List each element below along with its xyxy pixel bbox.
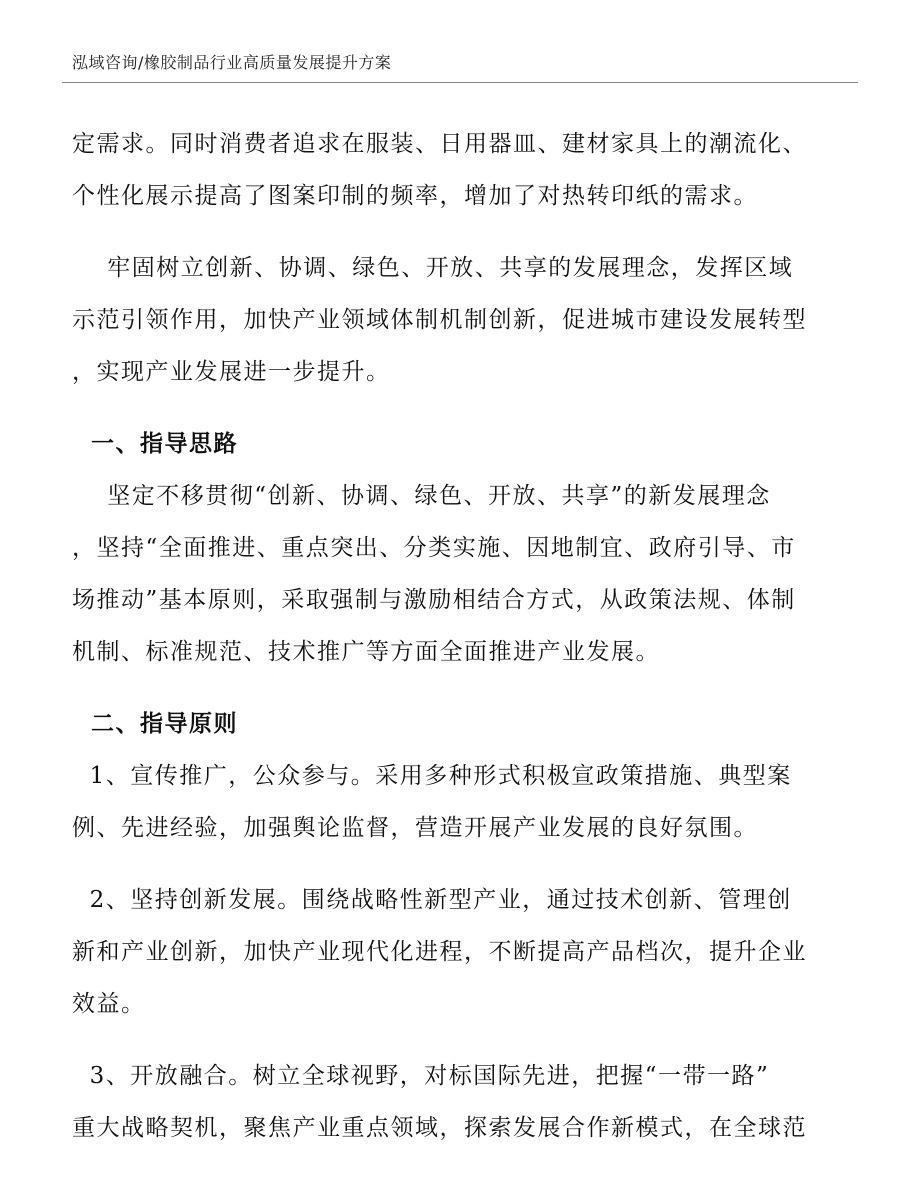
text-line: 场推动”基本原则，采取强制与激励相结合方式，从政策法规、体制 <box>72 587 796 613</box>
section-heading: 二、指导原则 <box>72 710 239 737</box>
text-line: ，坚持“全面推进、重点突出、分类实施、因地制宜、政府引导、市 <box>72 535 796 561</box>
text-line: 效益。 <box>72 991 146 1017</box>
text-line: 1、宣传推广，公众参与。采用多种形式积极宣政策措施、典型案 <box>72 763 792 789</box>
document-body <box>72 118 832 1154</box>
text-line: 机制、标准规范、技术推广等方面全面推进产业发展。 <box>72 639 660 665</box>
text-line: 定需求。同时消费者追求在服装、日用器皿、建材家具上的潮流化、 <box>72 131 807 157</box>
text-line: 牢固树立创新、协调、绿色、开放、共享的发展理念，发挥区域 <box>72 255 794 281</box>
text-line: 示范引领作用，加快产业领域体制机制创新，促进城市建设发展转型 <box>72 307 807 333</box>
text-line: ，实现产业发展进一步提升。 <box>72 359 391 385</box>
text-line: 例、先进经验，加强舆论监督，营造开展产业发展的良好氛围。 <box>72 815 758 841</box>
text-line: 2、坚持创新发展。围绕战略性新型产业，通过技术创新、管理创 <box>72 887 792 913</box>
header-divider <box>62 82 858 83</box>
text-line: 3、开放融合。树立全球视野，对标国际先进，把握“一带一路” <box>72 1063 770 1089</box>
text-line: 新和产业创新，加快产业现代化进程，不断提高产品档次，提升企业 <box>72 939 807 965</box>
document-header: 泓域咨询/橡胶制品行业高质量发展提升方案 <box>72 53 392 72</box>
section-heading: 一、指导思路 <box>72 430 239 457</box>
text-line: 个性化展示提高了图案印制的频率，增加了对热转印纸的需求。 <box>72 183 758 209</box>
text-line: 重大战略契机，聚焦产业重点领域，探索发展合作新模式，在全球范 <box>72 1115 807 1141</box>
text-line: 坚定不移贯彻“创新、协调、绿色、开放、共享”的新发展理念 <box>72 483 771 509</box>
